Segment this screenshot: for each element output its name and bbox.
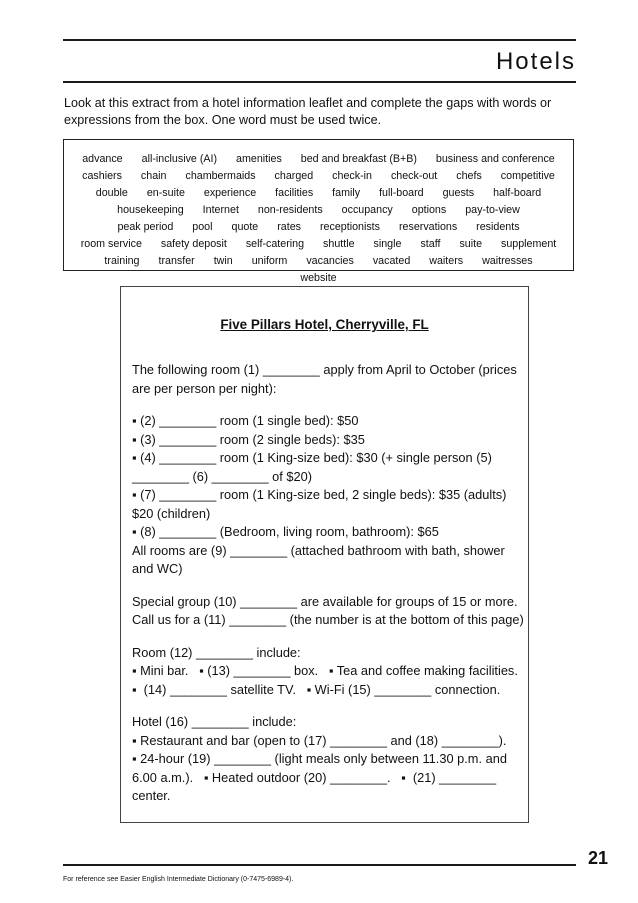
word-box-item: safety deposit [160, 238, 227, 250]
word-box-item: occupancy [341, 204, 393, 216]
room-item: ▪ (8) ________ (Bedroom, living room, bathroom): $65 [132, 524, 439, 539]
room-amenities-heading: Room (12) ________ include: [132, 644, 301, 660]
word-box [63, 139, 574, 284]
word-box-item: pool [192, 221, 213, 233]
word-box-item: Internet [202, 204, 239, 216]
room-item: ▪ (4) ________ room (1 King-size bed): $30 (+ single person (5) ________ (6) ________ of $20) [132, 450, 492, 484]
room-item: ▪ (2) ________ room (1 single bed): $50 [132, 413, 359, 428]
bottom-rule [63, 864, 576, 866]
word-box-item: family [332, 187, 361, 199]
word-box-item: waitresses [482, 255, 533, 267]
word-box-item: single [373, 238, 402, 250]
word-box-item: waiters [429, 255, 464, 267]
word-box-item: website [300, 272, 337, 284]
hotel-leaflet [120, 286, 529, 823]
leaflet-body [132, 361, 524, 806]
word-box-item: receptionists [319, 221, 380, 233]
word-box-item: supplement [501, 238, 557, 250]
word-box-item: shuttle [323, 238, 355, 250]
word-box-item: double [95, 187, 128, 199]
word-box-item: residents [476, 221, 520, 233]
word-box-item: reservations [398, 221, 458, 233]
word-box-item: suite [459, 238, 483, 250]
word-box-item: rates [277, 221, 301, 233]
word-box-item: amenities [236, 153, 282, 165]
title-underline [63, 81, 576, 83]
word-box-item: transfer [158, 255, 195, 267]
word-box-item: options [411, 204, 447, 216]
word-box-item: full-board [379, 187, 424, 199]
hotel-facility: ▪ Restaurant and bar (open to (17) ________ and (18) ________). [132, 732, 507, 748]
word-box-item: competitive [500, 170, 555, 182]
page-number: 21 [587, 848, 608, 868]
word-box-item: chambermaids [185, 170, 256, 182]
room-amenities-list: ▪ Mini bar. ▪ (13) ________ box. ▪ Tea and coffee making facilities. ▪ (14) ________ satellite TV. ▪ Wi-Fi (15) ________ connection. [132, 663, 522, 697]
word-box-item: quote [231, 221, 259, 233]
word-box-item: facilities [275, 187, 314, 199]
word-box-item: bed and breakfast (B+B) [300, 153, 417, 165]
word-box-item: uniform [251, 255, 288, 267]
word-box-item: guests [442, 187, 475, 199]
word-box-item: check-in [332, 170, 372, 182]
word-box-item: charged [274, 170, 314, 182]
word-box-item: housekeeping [117, 204, 184, 216]
word-box-item: advance [82, 153, 123, 165]
word-box-item: check-out [390, 170, 438, 182]
word-box-item: all-inclusive (AI) [141, 153, 218, 165]
word-box-item: experience [203, 187, 257, 199]
word-box-item: room service [80, 238, 142, 250]
hotel-facilities-heading: Hotel (16) ________ include: [132, 714, 297, 729]
word-box-item: chain [140, 170, 167, 182]
word-box-item: training [104, 255, 140, 267]
word-box-item: pay-to-view [465, 204, 520, 216]
word-box-item: staff [420, 238, 441, 250]
word-box-item: cashiers [82, 170, 122, 182]
word-box-item: twin [213, 255, 233, 267]
top-rule [63, 39, 576, 41]
word-box-item: half-board [493, 187, 542, 199]
en-suite-note: All rooms are (9) ________ (attached bathroom with bath, shower and WC) [132, 542, 505, 576]
word-box-item: non-residents [257, 204, 323, 216]
word-box-item: vacancies [306, 255, 354, 267]
group-rates: Special group (10) ________ are available for groups of 15 or more. Call us for a (11) ________ (the number is at the bottom of this page) [132, 593, 524, 627]
room-item: ▪ (7) ________ room (1 King-size bed, 2 single beds): $35 (adults) $20 (children) [132, 487, 507, 521]
rates-intro: The following room (1) ________ apply from April to October (prices are per person per night): [132, 362, 517, 396]
room-item: ▪ (3) ________ room (2 single beds): $35 [132, 431, 365, 447]
word-box-item: peak period [117, 221, 174, 233]
word-box-item: business and conference [435, 153, 555, 165]
word-box-item: en-suite [146, 187, 185, 199]
word-box-item: vacated [372, 255, 411, 267]
footer-reference: For reference see Easier English Intermediate Dictionary (0-7475-6989-4). [63, 876, 294, 883]
hotel-facility: ▪ 24-hour (19) ________ (light meals only between 11.30 p.m. and 6.00 a.m.). ▪ Heated outdoor (20) ________. ▪ (21) ________ center. [132, 751, 511, 803]
word-box-item: self-catering [245, 238, 305, 250]
instructions: Look at this extract from a hotel information leaflet and complete the gaps with words or expressions from the box. One word must be used twice. [64, 96, 552, 127]
word-box-item: chefs [456, 170, 482, 182]
leaflet-title: Five Pillars Hotel, Cherryville, FL [220, 317, 429, 332]
page-title: Hotels [495, 48, 576, 75]
